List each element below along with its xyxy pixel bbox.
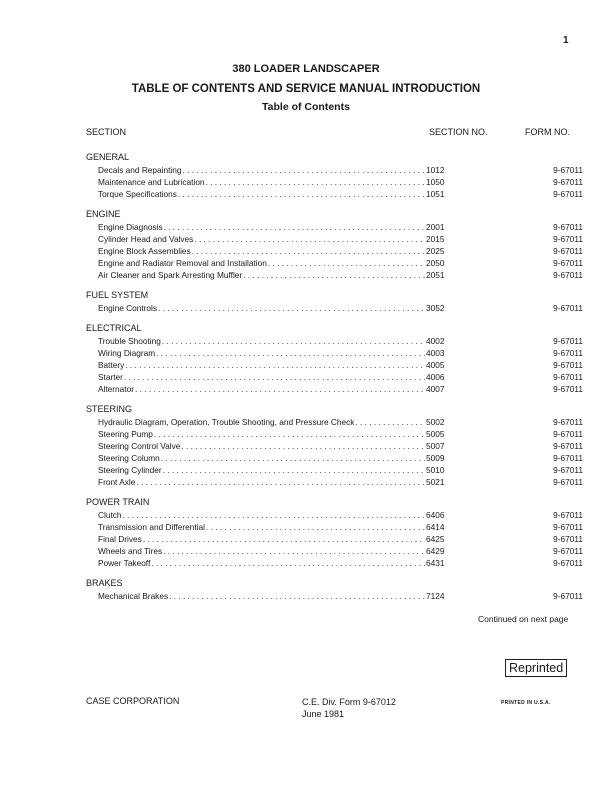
dot-leader	[163, 464, 425, 476]
footer-printed: PRINTED IN U.S.A.	[501, 700, 551, 706]
toc-group-name: STEERING	[86, 404, 133, 414]
toc-entry-section-no: 2025	[426, 246, 445, 256]
dot-leader	[194, 233, 425, 245]
toc-entry	[86, 521, 586, 533]
toc-entry-section-no: 4003	[426, 348, 445, 358]
toc-entry	[86, 164, 586, 176]
toc-entry-label: Steering Cylinder	[98, 465, 162, 475]
toc-entry-section-no: 4007	[426, 384, 445, 394]
toc-entry	[86, 476, 586, 488]
dot-leader	[178, 188, 425, 200]
dot-leader	[181, 440, 425, 452]
toc-group	[86, 289, 586, 314]
toc-entry-label: Steering Pump	[98, 429, 153, 439]
toc-heading: Table of Contents	[262, 101, 350, 113]
dot-leader	[163, 545, 425, 557]
toc-entry	[86, 545, 586, 557]
toc-entry-form-no: 9-67011	[553, 360, 583, 370]
toc-entry-section-no: 1051	[426, 189, 445, 199]
dot-leader	[136, 476, 425, 488]
toc-entry-form-no: 9-67011	[553, 222, 583, 232]
toc-entry-form-no: 9-67011	[553, 258, 583, 268]
toc-group	[86, 151, 586, 200]
toc-entry-label: Front Axle	[98, 477, 136, 487]
dot-leader	[123, 509, 425, 521]
toc-entry-label: Hydraulic Diagram, Operation, Trouble Shooting, and Pressure Check	[98, 417, 355, 427]
dot-leader	[154, 428, 425, 440]
toc-entry-section-no: 4002	[426, 336, 445, 346]
toc-entry	[86, 257, 586, 269]
toc-entry-label: Wheels and Tires	[98, 546, 163, 556]
toc-entry-section-no: 6406	[426, 510, 445, 520]
toc-entry-form-no: 9-67011	[553, 372, 583, 382]
toc-group	[86, 577, 586, 602]
toc-entry-label: Trouble Shooting	[98, 336, 161, 346]
toc-entry-form-no: 9-67011	[553, 558, 583, 568]
toc-entry-section-no: 5007	[426, 441, 445, 451]
toc-entry	[86, 440, 586, 452]
toc-entry	[86, 335, 586, 347]
toc-group	[86, 496, 586, 569]
toc-entry-label: Engine Block Assemblies	[98, 246, 191, 256]
toc-entry	[86, 233, 586, 245]
toc-entry-section-no: 3052	[426, 303, 445, 313]
toc-entry-section-no: 6429	[426, 546, 445, 556]
toc-entry	[86, 302, 586, 314]
reprinted-stamp: Reprinted	[505, 659, 567, 677]
toc-entry-label: Air Cleaner and Spark Arresting Muffler	[98, 270, 243, 280]
dot-leader	[162, 335, 425, 347]
toc-entry	[86, 347, 586, 359]
toc-entry-section-no: 5005	[426, 429, 445, 439]
toc-entry-label: Wiring Diagram	[98, 348, 156, 358]
toc-entry	[86, 416, 586, 428]
dot-leader	[169, 590, 425, 602]
toc-entry-section-no: 2050	[426, 258, 445, 268]
toc-entry	[86, 221, 586, 233]
toc-entry	[86, 533, 586, 545]
toc-group	[86, 208, 586, 281]
toc-entry-label: Starter	[98, 372, 123, 382]
table-of-contents	[86, 151, 586, 610]
column-header-form-no: FORM NO.	[525, 127, 570, 137]
toc-entry	[86, 557, 586, 569]
dot-leader	[156, 347, 425, 359]
toc-entry-label: Steering Column	[98, 453, 160, 463]
toc-entry	[86, 176, 586, 188]
dot-leader	[151, 557, 425, 569]
toc-entry-section-no: 4005	[426, 360, 445, 370]
footer-date: June 1981	[302, 709, 345, 719]
toc-entry-form-no: 9-67011	[553, 246, 583, 256]
toc-entry-form-no: 9-67011	[553, 546, 583, 556]
toc-entry	[86, 383, 586, 395]
toc-entry-form-no: 9-67011	[553, 177, 583, 187]
toc-entry-section-no: 6425	[426, 534, 445, 544]
toc-entry	[86, 245, 586, 257]
document-title: 380 LOADER LANDSCAPER	[232, 63, 380, 75]
toc-entry-label: Clutch	[98, 510, 122, 520]
toc-entry-label: Cylinder Head and Valves	[98, 234, 194, 244]
toc-entry-form-no: 9-67011	[553, 522, 583, 532]
dot-leader	[182, 164, 425, 176]
toc-entry-label: Maintenance and Lubrication	[98, 177, 205, 187]
footer-company: CASE CORPORATION	[86, 696, 180, 706]
footer-form-number: C.E. Div. Form 9-67012	[302, 697, 396, 707]
dot-leader	[355, 416, 425, 428]
toc-entry	[86, 464, 586, 476]
toc-entry-form-no: 9-67011	[553, 165, 583, 175]
dot-leader	[161, 452, 425, 464]
toc-entry-label: Battery	[98, 360, 125, 370]
toc-entry-form-no: 9-67011	[553, 441, 583, 451]
toc-entry-form-no: 9-67011	[553, 477, 583, 487]
page-number: 1	[563, 35, 569, 46]
toc-entry-form-no: 9-67011	[553, 384, 583, 394]
toc-entry-label: Transmission and Differential	[98, 522, 205, 532]
toc-entry-section-no: 5009	[426, 453, 445, 463]
toc-entry-label: Torque Specifications	[98, 189, 177, 199]
column-header-section-no: SECTION NO.	[429, 127, 488, 137]
toc-entry-form-no: 9-67011	[553, 417, 583, 427]
toc-entry-label: Final Drives	[98, 534, 142, 544]
toc-entry	[86, 269, 586, 281]
toc-entry-form-no: 9-67011	[553, 453, 583, 463]
dot-leader	[206, 176, 425, 188]
dot-leader	[143, 533, 425, 545]
toc-entry-section-no: 6414	[426, 522, 445, 532]
toc-group-name: ELECTRICAL	[86, 323, 142, 333]
toc-entry-label: Engine Diagnosis	[98, 222, 163, 232]
toc-entry-section-no: 5021	[426, 477, 445, 487]
toc-entry	[86, 452, 586, 464]
toc-entry-label: Engine Controls	[98, 303, 158, 313]
toc-entry-form-no: 9-67011	[553, 336, 583, 346]
toc-entry-section-no: 1050	[426, 177, 445, 187]
toc-entry-section-no: 6431	[426, 558, 445, 568]
toc-entry-section-no: 2051	[426, 270, 445, 280]
toc-entry	[86, 428, 586, 440]
toc-group-name: GENERAL	[86, 152, 130, 162]
toc-entry-form-no: 9-67011	[553, 510, 583, 520]
toc-entry-label: Steering Control Valve	[98, 441, 181, 451]
toc-entry	[86, 509, 586, 521]
footer-form-info	[302, 696, 396, 720]
dot-leader	[192, 245, 425, 257]
toc-entry-label: Power Takeoff	[98, 558, 151, 568]
toc-entry-label: Alternator	[98, 384, 134, 394]
toc-entry-form-no: 9-67011	[553, 234, 583, 244]
dot-leader	[164, 221, 425, 233]
toc-group-name: FUEL SYSTEM	[86, 290, 149, 300]
toc-entry-label: Mechanical Brakes	[98, 591, 169, 601]
toc-entry-form-no: 9-67011	[553, 591, 583, 601]
toc-entry-label: Engine and Radiator Removal and Installation	[98, 258, 267, 268]
toc-entry	[86, 590, 586, 602]
toc-entry-form-no: 9-67011	[553, 348, 583, 358]
toc-entry-section-no: 5010	[426, 465, 445, 475]
toc-entry	[86, 188, 586, 200]
toc-entry-section-no: 2015	[426, 234, 445, 244]
dot-leader	[135, 383, 425, 395]
toc-entry-section-no: 1012	[426, 165, 445, 175]
document-subtitle: TABLE OF CONTENTS AND SERVICE MANUAL INTRODUCTION	[131, 83, 481, 95]
toc-group-name: ENGINE	[86, 209, 121, 219]
toc-group	[86, 322, 586, 395]
toc-group	[86, 403, 586, 488]
toc-entry-section-no: 5002	[426, 417, 445, 427]
toc-entry-label: Decals and Repainting	[98, 165, 182, 175]
toc-entry	[86, 371, 586, 383]
column-header-section: SECTION	[86, 127, 127, 137]
toc-entry-form-no: 9-67011	[553, 429, 583, 439]
continued-note: Continued on next page	[478, 614, 569, 624]
toc-entry	[86, 359, 586, 371]
toc-entry-form-no: 9-67011	[553, 465, 583, 475]
toc-entry-form-no: 9-67011	[553, 189, 583, 199]
dot-leader	[206, 521, 425, 533]
toc-entry-section-no: 2001	[426, 222, 445, 232]
dot-leader	[125, 359, 425, 371]
dot-leader	[268, 257, 425, 269]
toc-group-name: POWER TRAIN	[86, 497, 150, 507]
toc-group-name: BRAKES	[86, 578, 123, 588]
dot-leader	[243, 269, 425, 281]
toc-entry-section-no: 4006	[426, 372, 445, 382]
dot-leader	[158, 302, 425, 314]
toc-entry-form-no: 9-67011	[553, 270, 583, 280]
toc-entry-form-no: 9-67011	[553, 303, 583, 313]
toc-entry-form-no: 9-67011	[553, 534, 583, 544]
dot-leader	[124, 371, 425, 383]
toc-entry-section-no: 7124	[426, 591, 445, 601]
